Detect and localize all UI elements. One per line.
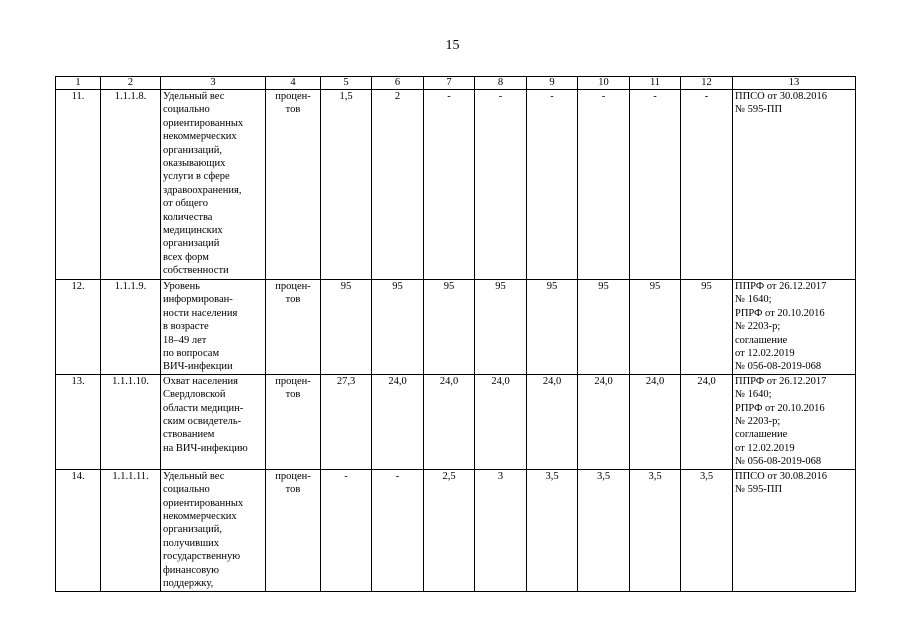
- indicator-name-line: Охват населения: [163, 375, 238, 387]
- row-number: 11.: [56, 90, 101, 280]
- indicator-name-line: ствованием: [163, 429, 215, 441]
- value-cell: 27,3: [321, 374, 372, 469]
- legal-basis-line: соглашение: [735, 334, 788, 346]
- indicator-name-line: государственную: [163, 551, 241, 563]
- unit: [266, 469, 321, 591]
- value-cell: 24,0: [630, 374, 681, 469]
- legal-basis: [733, 280, 856, 375]
- indicator-code: 1.1.1.10.: [101, 374, 161, 469]
- value-cell: 3,5: [527, 469, 578, 591]
- value-cell: 95: [321, 280, 372, 375]
- unit-line: процен-: [275, 375, 311, 387]
- header-cell: 1: [56, 77, 101, 90]
- value-cell: 2: [372, 90, 424, 280]
- indicator-name-line: получивших: [163, 537, 220, 549]
- indicator-name-line: в возрасте: [163, 321, 209, 333]
- unit-line: процен-: [275, 281, 311, 292]
- unit-line: тов: [285, 294, 301, 306]
- header-cell: 2: [101, 77, 161, 90]
- indicator-name-line: услуги в сфере: [163, 171, 230, 183]
- indicator-name-line: на ВИЧ-инфекцию: [163, 442, 248, 454]
- legal-basis-line: ППСО от 30.08.2016: [735, 91, 827, 102]
- header-cell: 8: [475, 77, 527, 90]
- row-number: 14.: [56, 469, 101, 591]
- legal-basis-line: № 1640;: [735, 294, 772, 306]
- indicator-name-line: области медицин-: [163, 402, 244, 414]
- indicator-name: [161, 90, 266, 280]
- unit-line: процен-: [275, 91, 311, 102]
- indicator-code: 1.1.1.9.: [101, 280, 161, 375]
- value-cell: -: [527, 90, 578, 280]
- header-row: [56, 77, 856, 90]
- value-cell: 95: [372, 280, 424, 375]
- header-cell: 13: [733, 77, 856, 90]
- value-cell: -: [372, 469, 424, 591]
- indicator-name-line: социально: [163, 104, 210, 116]
- table-row: [56, 374, 856, 469]
- legal-basis-line: ППСО от 30.08.2016: [735, 470, 827, 482]
- value-cell: 1,5: [321, 90, 372, 280]
- value-cell: 24,0: [681, 374, 733, 469]
- indicator-name-line: организаций,: [163, 524, 222, 536]
- value-cell: 3,5: [681, 469, 733, 591]
- indicator-name-line: Свердловской: [163, 389, 226, 401]
- indicator-name-line: информирован-: [163, 294, 233, 306]
- unit-line: тов: [285, 389, 301, 401]
- value-cell: -: [321, 469, 372, 591]
- indicator-name: [161, 469, 266, 591]
- legal-basis-line: ППРФ от 26.12.2017: [735, 375, 827, 387]
- value-cell: -: [475, 90, 527, 280]
- indicator-name-line: некоммерческих: [163, 511, 237, 523]
- header-cell: 9: [527, 77, 578, 90]
- unit: [266, 374, 321, 469]
- indicator-name-line: Удельный вес: [163, 91, 225, 102]
- legal-basis-line: № 595-ПП: [735, 104, 783, 116]
- row-number: 13.: [56, 374, 101, 469]
- indicator-name-line: 18–49 лет: [163, 334, 207, 346]
- value-cell: -: [681, 90, 733, 280]
- legal-basis-line: № 2203-р;: [735, 416, 781, 428]
- unit: [266, 280, 321, 375]
- indicator-name-line: Удельный вес: [163, 470, 225, 482]
- indicator-name-line: здравоохранения,: [163, 184, 242, 196]
- indicator-name-line: всех форм: [163, 251, 209, 263]
- indicator-name: [161, 374, 266, 469]
- indicator-name-line: организаций,: [163, 144, 222, 156]
- value-cell: -: [630, 90, 681, 280]
- legal-basis-line: РПРФ от 20.10.2016: [735, 307, 825, 319]
- legal-basis-line: РПРФ от 20.10.2016: [735, 402, 825, 414]
- table-row: [56, 280, 856, 375]
- value-cell: 3: [475, 469, 527, 591]
- indicator-name-line: ВИЧ-инфекции: [163, 361, 233, 373]
- value-cell: 24,0: [372, 374, 424, 469]
- indicator-code: 1.1.1.11.: [101, 469, 161, 591]
- indicator-name-line: количества: [163, 211, 213, 223]
- indicator-name-line: от общего: [163, 198, 208, 210]
- indicator-name: [161, 280, 266, 375]
- header-cell: 5: [321, 77, 372, 90]
- indicator-name-line: Уровень: [163, 281, 200, 292]
- legal-basis: [733, 90, 856, 280]
- legal-basis-line: от 12.02.2019: [735, 442, 795, 454]
- unit-line: тов: [285, 484, 301, 496]
- legal-basis: [733, 374, 856, 469]
- indicator-name-line: оказывающих: [163, 158, 226, 170]
- indicators-table: [55, 76, 856, 592]
- legal-basis-line: соглашение: [735, 429, 788, 441]
- value-cell: 3,5: [578, 469, 630, 591]
- unit: [266, 90, 321, 280]
- indicator-name-line: организаций: [163, 238, 220, 250]
- row-number: 12.: [56, 280, 101, 375]
- header-cell: 3: [161, 77, 266, 90]
- indicator-name-line: ориентированных: [163, 497, 244, 509]
- legal-basis-line: № 595-ПП: [735, 484, 783, 496]
- indicator-code: 1.1.1.8.: [101, 90, 161, 280]
- value-cell: 24,0: [578, 374, 630, 469]
- value-cell: 95: [527, 280, 578, 375]
- legal-basis-line: № 2203-р;: [735, 321, 781, 333]
- header-cell: 12: [681, 77, 733, 90]
- value-cell: -: [578, 90, 630, 280]
- value-cell: -: [424, 90, 475, 280]
- header-cell: 4: [266, 77, 321, 90]
- unit-line: тов: [285, 104, 301, 116]
- value-cell: 3,5: [630, 469, 681, 591]
- indicator-name-line: некоммерческих: [163, 131, 237, 143]
- header-cell: 11: [630, 77, 681, 90]
- indicator-name-line: финансовую: [163, 564, 219, 576]
- table-row: [56, 90, 856, 280]
- header-cell: 6: [372, 77, 424, 90]
- value-cell: 95: [630, 280, 681, 375]
- legal-basis-line: № 056-08-2019-068: [735, 361, 822, 373]
- legal-basis-line: от 12.02.2019: [735, 348, 795, 360]
- indicator-name-line: по вопросам: [163, 348, 220, 360]
- value-cell: 24,0: [475, 374, 527, 469]
- indicator-name-line: медицинских: [163, 225, 223, 237]
- indicator-name-line: собственности: [163, 265, 229, 277]
- value-cell: 95: [424, 280, 475, 375]
- indicator-name-line: ориентированных: [163, 117, 244, 129]
- legal-basis-line: № 056-08-2019-068: [735, 456, 822, 468]
- legal-basis: [733, 469, 856, 591]
- indicator-name-line: ским освидетель-: [163, 416, 242, 428]
- value-cell: 95: [681, 280, 733, 375]
- header-cell: 7: [424, 77, 475, 90]
- value-cell: 24,0: [424, 374, 475, 469]
- indicator-name-line: социально: [163, 484, 210, 496]
- indicator-name-line: ности населения: [163, 307, 238, 319]
- value-cell: 2,5: [424, 469, 475, 591]
- value-cell: 95: [578, 280, 630, 375]
- indicator-name-line: поддержку,: [163, 578, 214, 590]
- unit-line: процен-: [275, 470, 311, 482]
- legal-basis-line: № 1640;: [735, 389, 772, 401]
- value-cell: 24,0: [527, 374, 578, 469]
- header-cell: 10: [578, 77, 630, 90]
- legal-basis-line: ППРФ от 26.12.2017: [735, 281, 827, 292]
- page-number: 15: [445, 38, 460, 53]
- value-cell: 95: [475, 280, 527, 375]
- table-row: [56, 469, 856, 591]
